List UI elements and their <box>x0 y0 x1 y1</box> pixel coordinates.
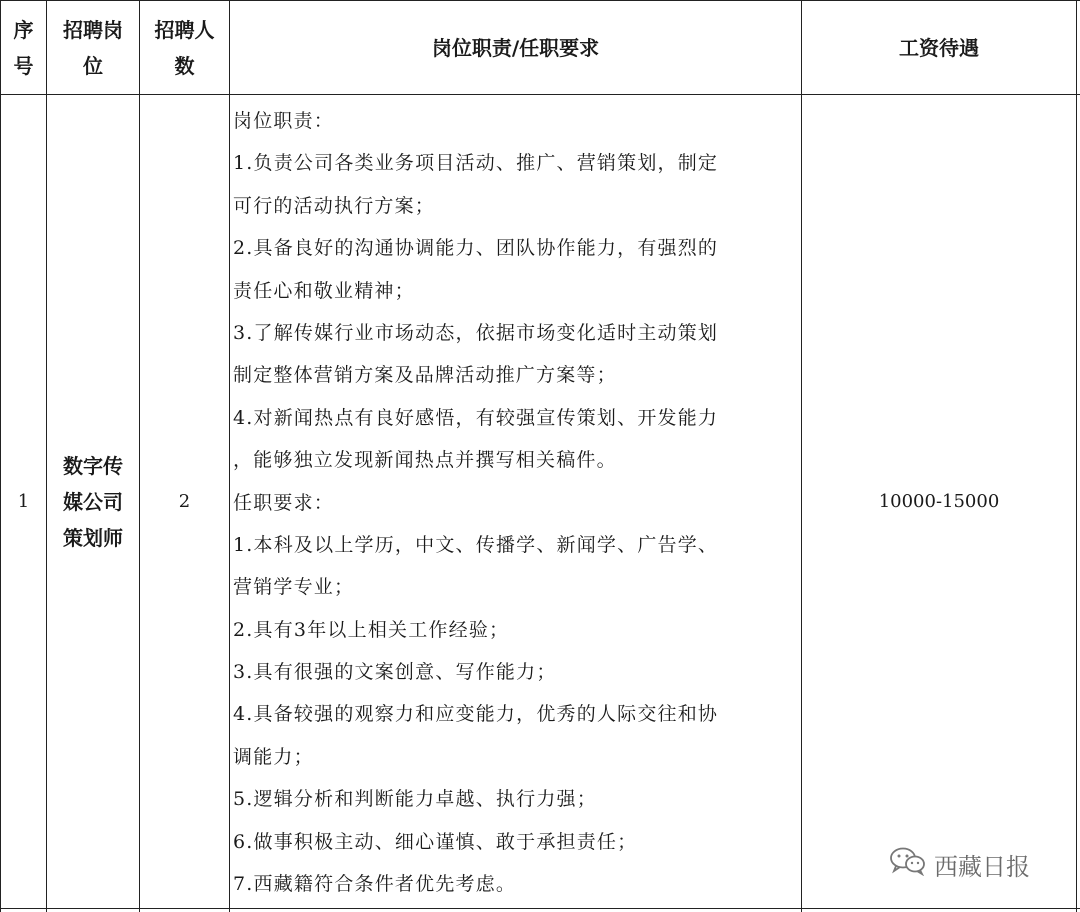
row-count: 2 <box>178 491 191 512</box>
duty-line: 2.具备良好的沟通协调能力、团队协作能力，有强烈的 <box>233 237 719 260</box>
table-border-bottom <box>0 908 1080 909</box>
duty-line: 制定整体营销方案及品牌活动推广方案等； <box>233 364 617 387</box>
requirement-line: 2.具有3年以上相关工作经验； <box>233 618 510 641</box>
requirement-line: 5.逻辑分析和判断能力卓越、执行力强； <box>233 788 597 811</box>
wechat-icon <box>888 846 934 882</box>
row-duties <box>233 100 801 905</box>
header-salary-label: 工资待遇 <box>899 35 979 60</box>
requirement-line: 4.具备较强的观察力和应变能力，优秀的人际交往和协 <box>233 703 719 726</box>
requirement-line: 6.做事积极主动、细心谨慎、敢于承担责任； <box>233 830 638 853</box>
requirement-line: 3.具有很强的文案创意、写作能力； <box>233 661 557 684</box>
header-salary <box>802 1 1076 94</box>
col-border-5 <box>1076 0 1077 912</box>
duty-line: 1.负责公司各类业务项目活动、推广、营销策划，制定 <box>233 152 719 175</box>
row-position <box>47 95 139 908</box>
duty-line: 责任心和敬业精神； <box>233 279 415 302</box>
requirement-line: 调能力； <box>233 745 314 768</box>
header-count-line1: 招聘人 <box>154 17 215 42</box>
row-position-line1: 数字传 <box>63 453 123 478</box>
header-index-line2: 号 <box>13 53 34 78</box>
header-count <box>140 1 229 94</box>
requirement-line: 营销学专业； <box>233 576 355 599</box>
header-index <box>1 1 46 94</box>
row-salary: 10000-15000 <box>878 491 1000 512</box>
duty-line: 4.对新闻热点有良好感悟，有较强宣传策划、开发能力 <box>233 406 719 429</box>
header-index-line1: 序 <box>13 17 34 42</box>
watermark-text: 西藏日报 <box>934 852 1030 881</box>
row-index: 1 <box>17 491 30 512</box>
duty-line: 岗位职责： <box>233 110 335 132</box>
duty-line: 可行的活动执行方案； <box>233 194 436 217</box>
requirement-heading: 任职要求： <box>233 491 335 514</box>
duty-line: 3.了解传媒行业市场动态，依据市场变化适时主动策划 <box>233 321 719 344</box>
header-position-line2: 位 <box>83 53 103 78</box>
header-duties-label: 岗位职责/任职要求 <box>431 35 600 60</box>
row-position-line3: 策划师 <box>63 525 123 550</box>
requirement-line: 7.西藏籍符合条件者优先考虑。 <box>233 873 517 896</box>
row-position-line2: 媒公司 <box>63 489 123 514</box>
header-position-line1: 招聘岗 <box>63 17 123 42</box>
duty-line: ，能够独立发现新闻热点并撰写相关稿件。 <box>233 449 617 472</box>
col-border-3 <box>229 0 230 912</box>
header-count-line2: 数 <box>174 53 195 78</box>
requirement-line: 1.本科及以上学历，中文、传播学、新闻学、广告学、 <box>233 533 719 556</box>
watermark <box>888 846 1030 882</box>
header-position <box>47 1 139 94</box>
header-duties <box>230 1 801 94</box>
